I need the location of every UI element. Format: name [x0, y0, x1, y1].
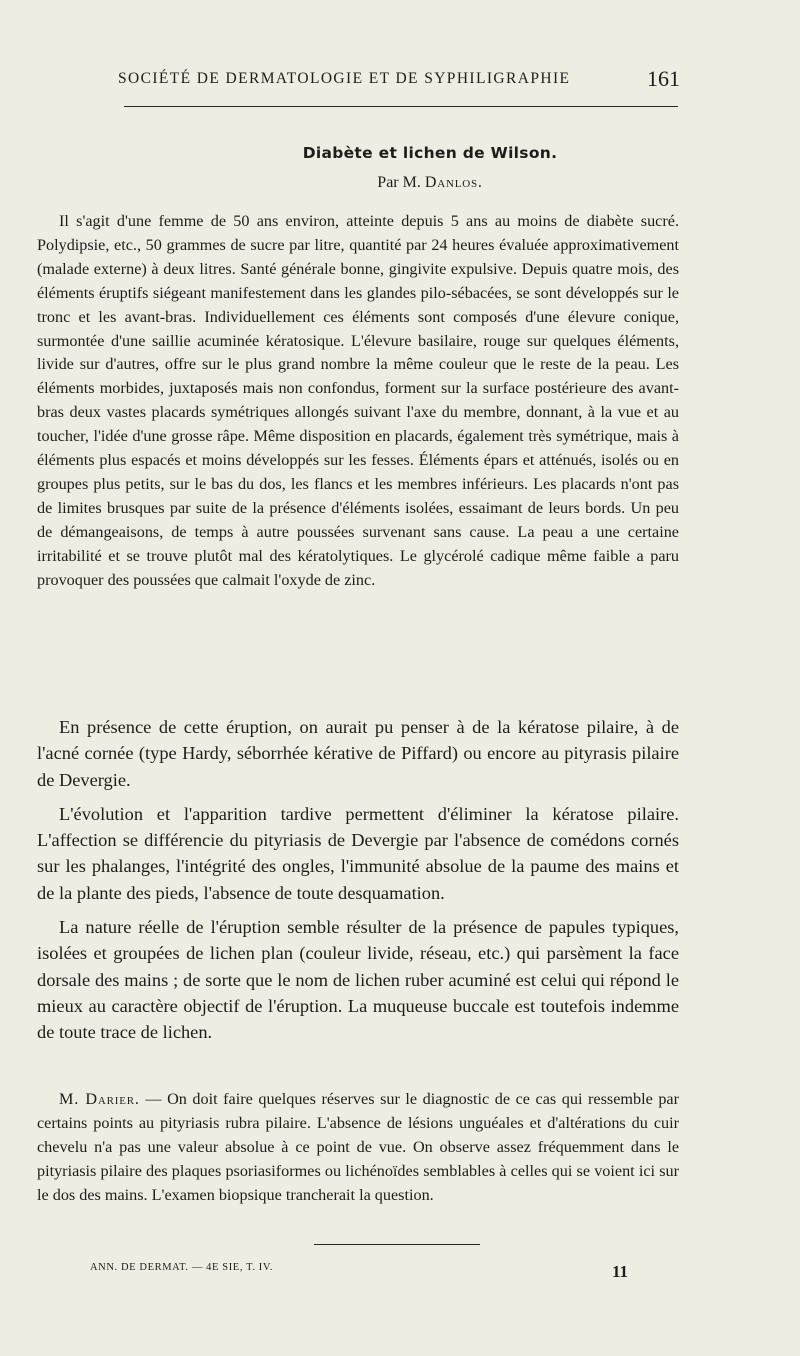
discussion-paragraph — [37, 1088, 679, 1208]
sheet-number: 11 — [612, 1262, 629, 1281]
case-report — [37, 210, 679, 593]
byline-prefix: Par M. — [377, 174, 421, 191]
discussion — [37, 1088, 679, 1208]
commentary-paragraph-2: L'évolution et l'apparition tardive permettent d'éliminer la kératose pilaire. L'affection se différencie du pityriasis de Devergie par l'absence de comédons cornés sur les phalanges, l'intégrité des ongles, l'immunité absolue de la paume des mains et de la plante des pieds, l'absence de toute desquamation. — [37, 803, 679, 903]
byline — [0, 174, 800, 192]
article-title: Diabète et lichen de Wilson. — [302, 144, 558, 162]
discussion-speaker: M. Darier. — [59, 1090, 140, 1108]
commentary — [37, 714, 679, 1046]
running-head — [118, 66, 680, 96]
printer-signature: ANN. DE DERMAT. — 4E SIE, T. IV. — [90, 1262, 273, 1273]
discussion-text: — On doit faire quelques réserves sur le diagnostic de ce cas qui ressemble par certains points au pityriasis rubra pilaire. L'absence de lésions unguéales et d'altérations du cuir chevelu n'a pas une valeur absolue à ce point de vue. On observe assez fréquemment dans le pityriasis pilaire des plaques psoriasiformes ou lichénoïdes semblables à celles qui se voient ici sur le dos des mains. L'examen biopsique trancherait la question. — [37, 1090, 679, 1204]
commentary-paragraph-1: En présence de cette éruption, on aurait pu penser à de la kératose pilaire, à de l'acné cornée (type Hardy, séborrhée kérative de Piffard) ou encore au pityrasis pilaire de Devergie. — [37, 717, 679, 790]
author-name: Danlos. — [424, 174, 483, 191]
case-paragraph: Il s'agit d'une femme de 50 ans environ, atteinte depuis 5 ans au moins de diabète sucré. Polydipsie, etc., 50 grammes de sucre par litre, quantité par 24 heures évaluée approximativement (malade externe) à deux litres. Santé générale bonne, gingivite expulsive. Depuis quatre mois, des éléments éruptifs siégeant manifestement dans les glandes pilo-sébacées, se sont développés sur le tronc et les avant-bras. Individuellement ces éléments sont composés d'une élevure conique, surmontée d'une saillie acuminée kératosique. L'élevure basilaire, rouge sur quelques éléments, livide sur d'autres, offre sur le plus grand nombre la même couleur que le reste de la peau. Les éléments morbides, juxtaposés mais non confondus, forment sur la surface postérieure des avant-bras deux vastes placards symétriques allongés suivant l'axe du membre, donnant, à la vue et au toucher, l'idée d'une grosse râpe. Même disposition en placards, également très symétrique, mais à éléments plus espacés et moins développés sur les fesses. Éléments épars et atténués, isolés ou en groupes plus petits, sur le bas du dos, les flancs et les membres inférieurs. Les placards n'ont pas de limites brusques par suite de la présence d'éléments isolées, essaimant de leurs bords. Un peu de démangeaisons, de temps à autre poussées survenant sans cause. La peau a une certaine irritabilité et se trouve plutôt mal des kératolytiques. Le glycérolé cadique même faible a paru provoquer des poussées que calmait l'oxyde de zinc. — [37, 212, 679, 589]
page-number: 161 — [647, 66, 680, 91]
footer-rule — [314, 1244, 480, 1245]
running-title: SOCIÉTÉ DE DERMATOLOGIE ET DE SYPHILIGRAPHIE — [118, 70, 571, 87]
header-rule — [124, 106, 678, 107]
commentary-paragraph-3: La nature réelle de l'éruption semble résulter de la présence de papules typiques, isolées et groupées de lichen plan (couleur livide, réseau, etc.) qui parsèment la face dorsale des mains ; de sorte que le nom de lichen ruber acuminé est celui qui répond le mieux au caractère objectif de l'éruption. La muqueuse buccale est toutefois indemme de toute trace de lichen. — [37, 917, 679, 1043]
